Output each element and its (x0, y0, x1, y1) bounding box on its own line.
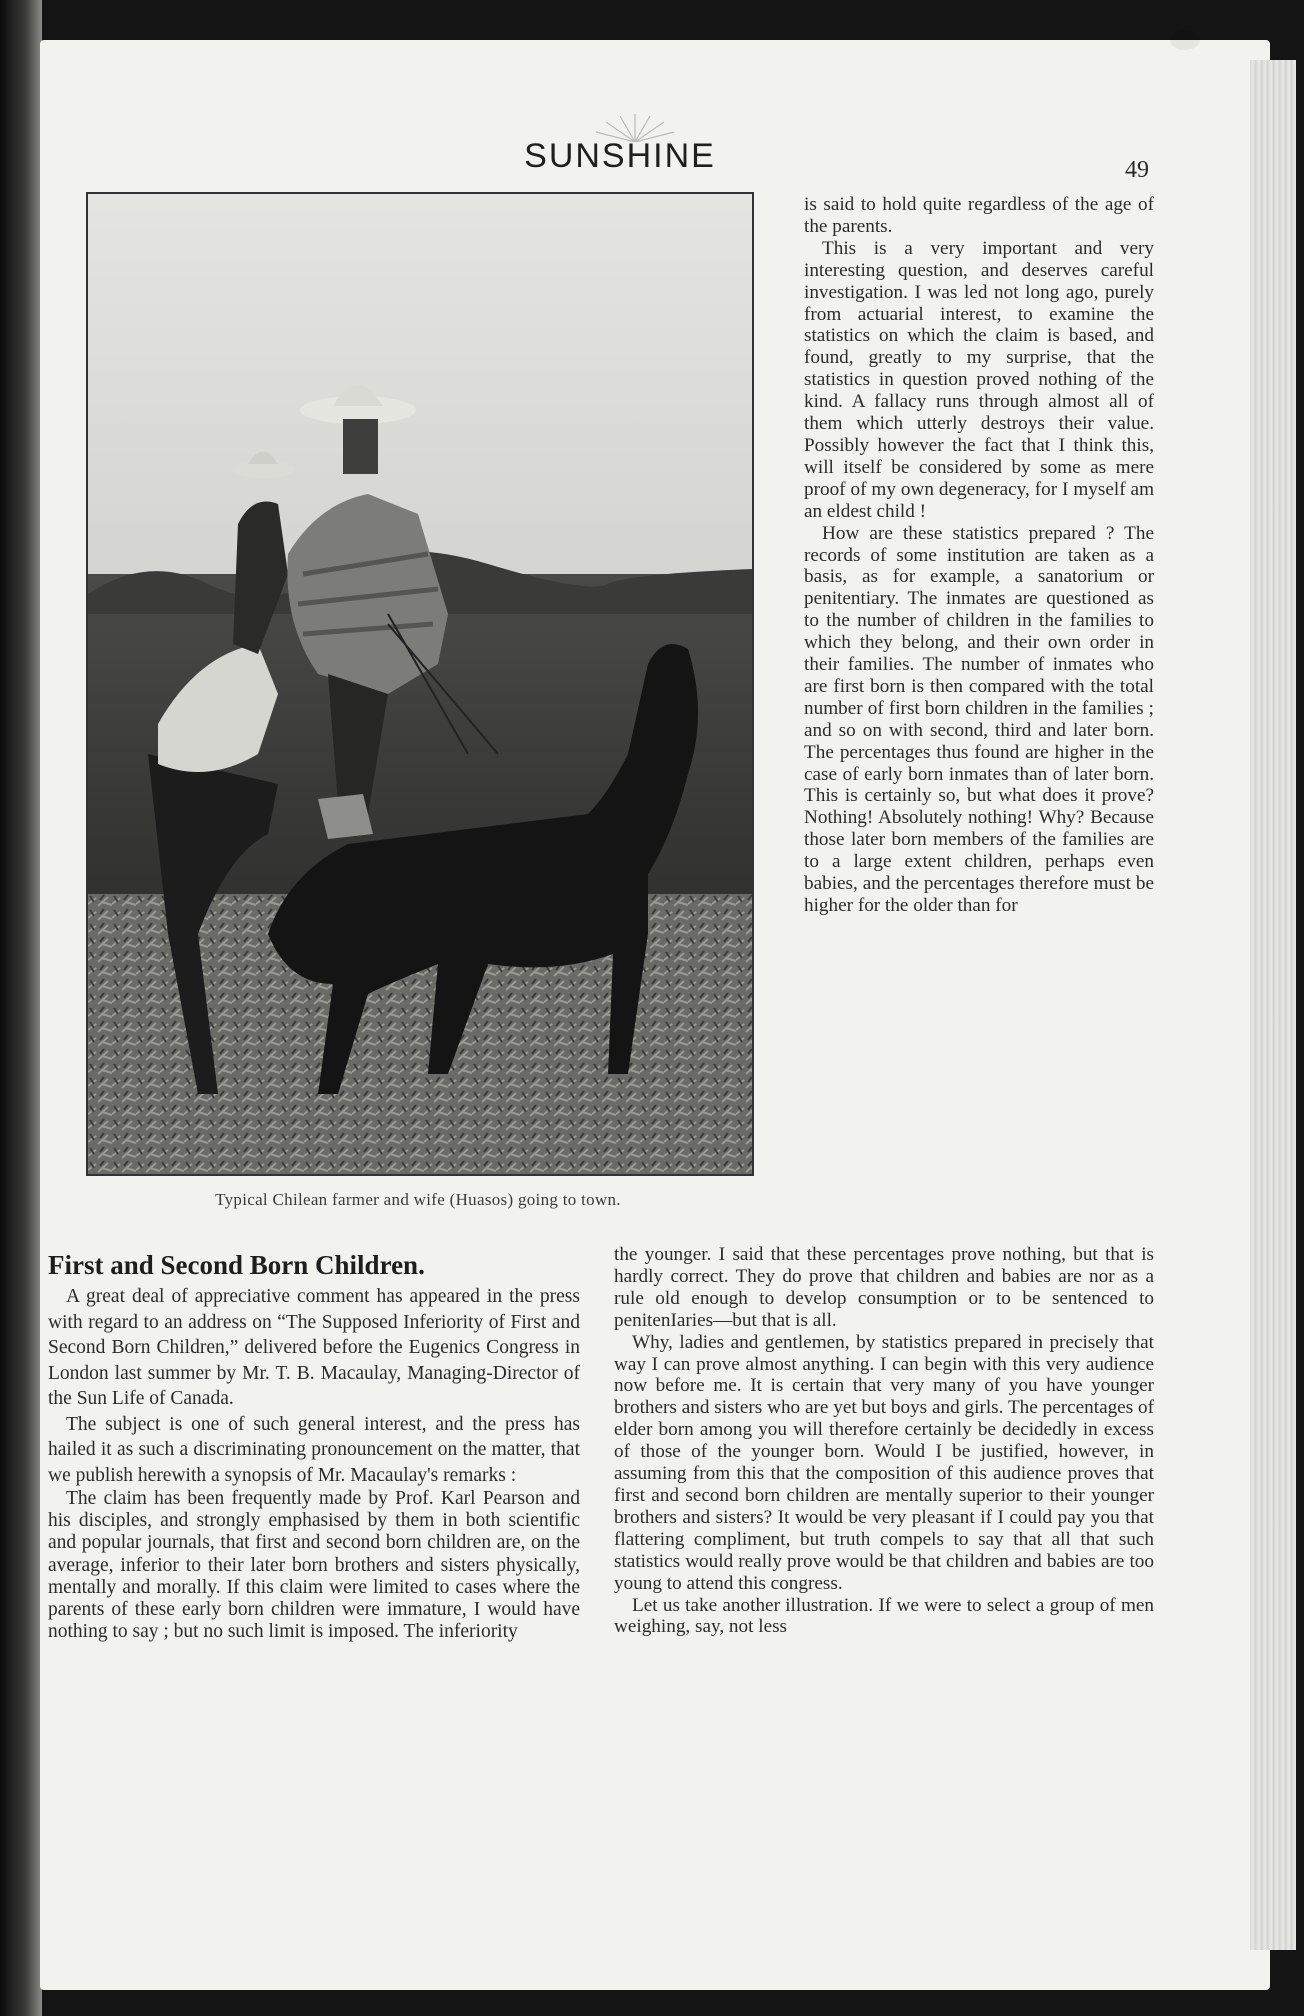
paragraph: Let us take another illustration. If we were to select a group of men weighing, say, not less (614, 1594, 1154, 1638)
paragraph: This is a very important and very interesting question, and deserves careful investigation. I was led not long ago, purely from actuarial interest, to examine the statistics on which the claim is based, and found, greatly to my surprise, that the statistics in question proved nothing of the kind. A fallacy runs through almost all of them which utterly destroys their value. Possibly however the fact that I think this, will itself be considered by some as mere proof of my own degeneracy, for I myself am an eldest child ! (804, 237, 1154, 522)
paragraph: How are these statistics prepared ? The records of some institution are taken as a basis, as for example, a sanatorium or penitentiary. The inmates are questioned as to the number of children in the families to which they belong, and their own order in their families. The number of inmates who are first born is then compared with the total number of first born children in the families ; and so on with second, third and later born. The percentages thus found are higher in the case of early born inmates than of later born. This is certainly so, but what does it prove? Nothing! Absolutely nothing! Why? Because those later born members of the families are to a large extent children, perhaps even babies, and the percentages therefore must be higher for the older than for (804, 522, 1154, 916)
page-number: 49 (1125, 157, 1149, 183)
paragraph: A great deal of appreciative comment has appeared in the press with regard to an address on “The Supposed Inferiority of First and Second Born Children,” delivered before the Eugenics Congress in London last summer by Mr. T. B. Macaulay, Managing-Director of the Sun Life of Canada. (48, 1286, 580, 1409)
page-edges (1250, 60, 1296, 1950)
article-column-right-bottom (614, 1244, 1154, 1638)
paragraph: is said to hold quite regardless of the age of the parents. (804, 194, 1154, 237)
paragraph: The subject is one of such general interest, and the press has hailed it as such a discriminating pronouncement on the matter, that we publish herewith a synopsis of Mr. Macaulay's remarks : (48, 1413, 580, 1486)
paragraph: Why, ladies and gentlemen, by statistics prepared in precisely that way I can prove almost anything. I can begin with this very audience now before me. It is certain that very many of you have younger brothers and sisters who are yet but boys and girls. The percentages of elder born among you will therefore certainly be decidedly in excess of those of the younger born. Would I be justified, however, in assuming from this that the composition of this audience proves that first and second born children are mentally superior to their younger brothers and sisters? It would be very pleasant if I could pay you that flattering compliment, but truth compels to say that all that such statistics would really prove would be that children and babies are too young to attend this congress. (614, 1331, 1154, 1594)
book-spine (0, 0, 42, 2016)
scan-smudge (1170, 30, 1200, 50)
photo-chilean-farmer (86, 192, 754, 1176)
photo-caption: Typical Chilean farmer and wife (Huasos) going to town. (215, 1190, 621, 1209)
masthead-title: SUNSHINE (524, 137, 716, 175)
paragraph: The claim has been frequently made by Prof. Karl Pearson and his disciples, and strongly emphasised by them in both scientific and popular journals, that first and second born children are, on the average, inferior to their later born brothers and sisters physically, mentally and morally. If this claim were limited to cases where the parents of these early born children were immature, I would have nothing to say ; but no such limit is imposed. The inferiority (48, 1488, 580, 1643)
photo-illustration (88, 194, 752, 1174)
article-column-left (48, 1284, 580, 1643)
article-headline: First and Second Born Children. (48, 1250, 425, 1280)
paragraph: the younger. I said that these percentages prove nothing, but that is hardly correct. They do prove that children and babies are nor as a rule old enough to develop consumption or to be sentenced to penitenIaries—but that is all. (614, 1244, 1154, 1331)
article-column-right-top (804, 194, 1154, 917)
